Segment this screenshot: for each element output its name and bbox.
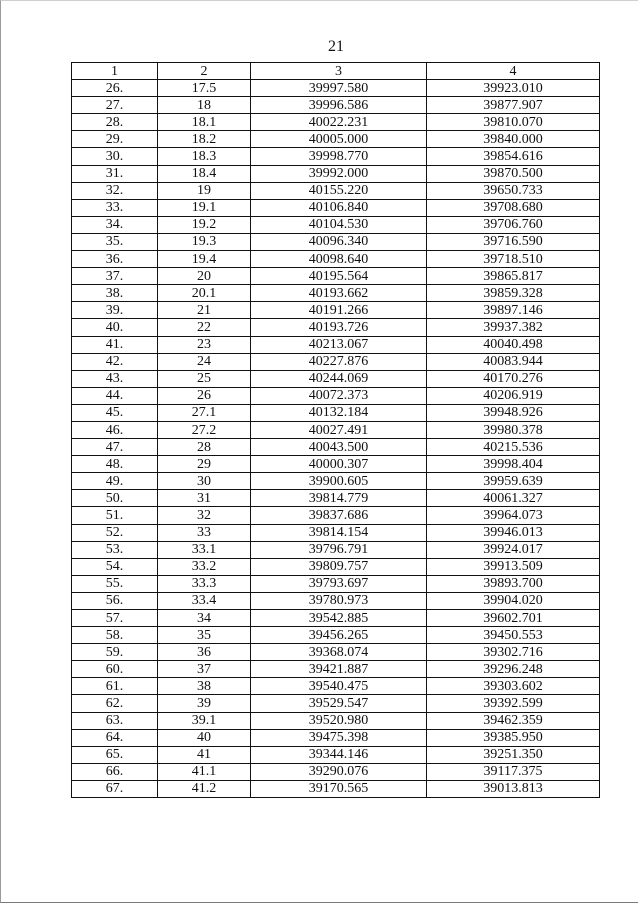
row-number-cell: 61.	[72, 678, 158, 695]
table-row	[72, 627, 600, 644]
row-number-cell: 53.	[72, 541, 158, 558]
point-id-cell: 37	[158, 661, 251, 678]
table-row	[72, 302, 600, 319]
x-coordinate-cell: 39520.980	[251, 712, 427, 729]
row-number-cell: 62.	[72, 695, 158, 712]
table-row	[72, 251, 600, 268]
y-coordinate-cell: 40206.919	[427, 387, 600, 404]
y-coordinate-cell: 40061.327	[427, 490, 600, 507]
row-number-cell: 40.	[72, 319, 158, 336]
y-coordinate-cell: 39924.017	[427, 541, 600, 558]
point-id-cell: 18	[158, 97, 251, 114]
point-id-cell: 33.3	[158, 575, 251, 592]
table-row	[72, 336, 600, 353]
x-coordinate-cell: 40022.231	[251, 114, 427, 131]
row-number-cell: 37.	[72, 268, 158, 285]
y-coordinate-cell: 39980.378	[427, 421, 600, 438]
column-header: 3	[251, 63, 427, 80]
point-id-cell: 27.2	[158, 421, 251, 438]
row-number-cell: 26.	[72, 80, 158, 97]
point-id-cell: 19.4	[158, 251, 251, 268]
y-coordinate-cell: 39716.590	[427, 233, 600, 250]
x-coordinate-cell: 40043.500	[251, 439, 427, 456]
y-coordinate-cell: 39251.350	[427, 746, 600, 763]
table-row	[72, 114, 600, 131]
row-number-cell: 30.	[72, 148, 158, 165]
table-row	[72, 131, 600, 148]
y-coordinate-cell: 39385.950	[427, 729, 600, 746]
x-coordinate-cell: 39529.547	[251, 695, 427, 712]
y-coordinate-cell: 39708.680	[427, 199, 600, 216]
table-row	[72, 404, 600, 421]
x-coordinate-cell: 40191.266	[251, 302, 427, 319]
column-header: 1	[72, 63, 158, 80]
y-coordinate-cell: 39296.248	[427, 661, 600, 678]
y-coordinate-cell: 39650.733	[427, 182, 600, 199]
point-id-cell: 25	[158, 370, 251, 387]
x-coordinate-cell: 40098.640	[251, 251, 427, 268]
row-number-cell: 31.	[72, 165, 158, 182]
row-number-cell: 46.	[72, 421, 158, 438]
table-row	[72, 439, 600, 456]
x-coordinate-cell: 39780.973	[251, 592, 427, 609]
y-coordinate-cell: 39013.813	[427, 780, 600, 797]
x-coordinate-cell: 39996.586	[251, 97, 427, 114]
point-id-cell: 41.2	[158, 780, 251, 797]
y-coordinate-cell: 39810.070	[427, 114, 600, 131]
y-coordinate-cell: 39946.013	[427, 524, 600, 541]
y-coordinate-cell: 39893.700	[427, 575, 600, 592]
row-number-cell: 60.	[72, 661, 158, 678]
point-id-cell: 39.1	[158, 712, 251, 729]
row-number-cell: 33.	[72, 199, 158, 216]
point-id-cell: 41	[158, 746, 251, 763]
y-coordinate-cell: 39450.553	[427, 627, 600, 644]
x-coordinate-cell: 39540.475	[251, 678, 427, 695]
table-row	[72, 387, 600, 404]
y-coordinate-cell: 39870.500	[427, 165, 600, 182]
row-number-cell: 63.	[72, 712, 158, 729]
row-number-cell: 27.	[72, 97, 158, 114]
table-row	[72, 268, 600, 285]
table-row	[72, 575, 600, 592]
table-row	[72, 541, 600, 558]
x-coordinate-cell: 39809.757	[251, 558, 427, 575]
y-coordinate-cell: 39913.509	[427, 558, 600, 575]
point-id-cell: 20	[158, 268, 251, 285]
table-row	[72, 370, 600, 387]
point-id-cell: 18.1	[158, 114, 251, 131]
row-number-cell: 59.	[72, 644, 158, 661]
point-id-cell: 33	[158, 524, 251, 541]
x-coordinate-cell: 39992.000	[251, 165, 427, 182]
point-id-cell: 21	[158, 302, 251, 319]
y-coordinate-cell: 40040.498	[427, 336, 600, 353]
y-coordinate-cell: 39904.020	[427, 592, 600, 609]
x-coordinate-cell: 39998.770	[251, 148, 427, 165]
y-coordinate-cell: 39964.073	[427, 507, 600, 524]
row-number-cell: 55.	[72, 575, 158, 592]
point-id-cell: 26	[158, 387, 251, 404]
y-coordinate-cell: 39302.716	[427, 644, 600, 661]
row-number-cell: 42.	[72, 353, 158, 370]
row-number-cell: 28.	[72, 114, 158, 131]
point-id-cell: 24	[158, 353, 251, 370]
table-row	[72, 216, 600, 233]
table-row	[72, 695, 600, 712]
table-row	[72, 712, 600, 729]
row-number-cell: 32.	[72, 182, 158, 199]
point-id-cell: 19.2	[158, 216, 251, 233]
point-id-cell: 18.2	[158, 131, 251, 148]
row-number-cell: 52.	[72, 524, 158, 541]
x-coordinate-cell: 39837.686	[251, 507, 427, 524]
point-id-cell: 29	[158, 456, 251, 473]
table-row	[72, 678, 600, 695]
x-coordinate-cell: 39475.398	[251, 729, 427, 746]
point-id-cell: 28	[158, 439, 251, 456]
row-number-cell: 48.	[72, 456, 158, 473]
x-coordinate-cell: 40005.000	[251, 131, 427, 148]
table-row	[72, 507, 600, 524]
x-coordinate-cell: 39456.265	[251, 627, 427, 644]
point-id-cell: 27.1	[158, 404, 251, 421]
row-number-cell: 67.	[72, 780, 158, 797]
point-id-cell: 36	[158, 644, 251, 661]
y-coordinate-cell: 39117.375	[427, 763, 600, 780]
point-id-cell: 34	[158, 610, 251, 627]
y-coordinate-cell: 39602.701	[427, 610, 600, 627]
row-number-cell: 45.	[72, 404, 158, 421]
table-row	[72, 473, 600, 490]
row-number-cell: 35.	[72, 233, 158, 250]
point-id-cell: 17.5	[158, 80, 251, 97]
y-coordinate-cell: 39392.599	[427, 695, 600, 712]
table-row	[72, 524, 600, 541]
table-row	[72, 490, 600, 507]
point-id-cell: 38	[158, 678, 251, 695]
table-row	[72, 421, 600, 438]
x-coordinate-cell: 39542.885	[251, 610, 427, 627]
table-row	[72, 729, 600, 746]
coordinates-table	[71, 62, 600, 798]
y-coordinate-cell: 39718.510	[427, 251, 600, 268]
row-number-cell: 50.	[72, 490, 158, 507]
x-coordinate-cell: 39997.580	[251, 80, 427, 97]
table-row	[72, 353, 600, 370]
row-number-cell: 64.	[72, 729, 158, 746]
x-coordinate-cell: 40244.069	[251, 370, 427, 387]
x-coordinate-cell: 39793.697	[251, 575, 427, 592]
point-id-cell: 18.4	[158, 165, 251, 182]
point-id-cell: 39	[158, 695, 251, 712]
y-coordinate-cell: 39948.926	[427, 404, 600, 421]
y-coordinate-cell: 39859.328	[427, 285, 600, 302]
x-coordinate-cell: 39344.146	[251, 746, 427, 763]
x-coordinate-cell: 40104.530	[251, 216, 427, 233]
y-coordinate-cell: 40083.944	[427, 353, 600, 370]
table-row	[72, 97, 600, 114]
y-coordinate-cell: 39854.616	[427, 148, 600, 165]
x-coordinate-cell: 39814.779	[251, 490, 427, 507]
page-number: 21	[328, 38, 344, 55]
point-id-cell: 33.1	[158, 541, 251, 558]
point-id-cell: 31	[158, 490, 251, 507]
x-coordinate-cell: 40000.307	[251, 456, 427, 473]
row-number-cell: 43.	[72, 370, 158, 387]
table-row	[72, 148, 600, 165]
table-header-row	[72, 63, 600, 80]
x-coordinate-cell: 39796.791	[251, 541, 427, 558]
table-body	[72, 80, 600, 798]
row-number-cell: 56.	[72, 592, 158, 609]
x-coordinate-cell: 39814.154	[251, 524, 427, 541]
x-coordinate-cell: 40132.184	[251, 404, 427, 421]
point-id-cell: 22	[158, 319, 251, 336]
point-id-cell: 23	[158, 336, 251, 353]
table-row	[72, 558, 600, 575]
y-coordinate-cell: 39923.010	[427, 80, 600, 97]
row-number-cell: 38.	[72, 285, 158, 302]
point-id-cell: 19.3	[158, 233, 251, 250]
row-number-cell: 54.	[72, 558, 158, 575]
point-id-cell: 41.1	[158, 763, 251, 780]
x-coordinate-cell: 40106.840	[251, 199, 427, 216]
x-coordinate-cell: 40027.491	[251, 421, 427, 438]
x-coordinate-cell: 39900.605	[251, 473, 427, 490]
point-id-cell: 33.4	[158, 592, 251, 609]
table-row	[72, 661, 600, 678]
y-coordinate-cell: 39937.382	[427, 319, 600, 336]
point-id-cell: 19.1	[158, 199, 251, 216]
row-number-cell: 29.	[72, 131, 158, 148]
table-row	[72, 456, 600, 473]
table-row	[72, 746, 600, 763]
point-id-cell: 40	[158, 729, 251, 746]
row-number-cell: 65.	[72, 746, 158, 763]
table-row	[72, 319, 600, 336]
point-id-cell: 33.2	[158, 558, 251, 575]
table-row	[72, 182, 600, 199]
row-number-cell: 36.	[72, 251, 158, 268]
y-coordinate-cell: 39897.146	[427, 302, 600, 319]
table-row	[72, 199, 600, 216]
row-number-cell: 34.	[72, 216, 158, 233]
x-coordinate-cell: 40195.564	[251, 268, 427, 285]
x-coordinate-cell: 40193.726	[251, 319, 427, 336]
row-number-cell: 39.	[72, 302, 158, 319]
x-coordinate-cell: 39368.074	[251, 644, 427, 661]
table-row	[72, 233, 600, 250]
y-coordinate-cell: 39840.000	[427, 131, 600, 148]
x-coordinate-cell: 40155.220	[251, 182, 427, 199]
point-id-cell: 35	[158, 627, 251, 644]
row-number-cell: 44.	[72, 387, 158, 404]
row-number-cell: 66.	[72, 763, 158, 780]
y-coordinate-cell: 40170.276	[427, 370, 600, 387]
y-coordinate-cell: 39706.760	[427, 216, 600, 233]
x-coordinate-cell: 40096.340	[251, 233, 427, 250]
y-coordinate-cell: 39877.907	[427, 97, 600, 114]
table-row	[72, 763, 600, 780]
point-id-cell: 32	[158, 507, 251, 524]
table-row	[72, 165, 600, 182]
x-coordinate-cell: 40227.876	[251, 353, 427, 370]
column-header: 2	[158, 63, 251, 80]
x-coordinate-cell: 40193.662	[251, 285, 427, 302]
column-header: 4	[427, 63, 600, 80]
table-row	[72, 80, 600, 97]
x-coordinate-cell: 39290.076	[251, 763, 427, 780]
point-id-cell: 20.1	[158, 285, 251, 302]
point-id-cell: 18.3	[158, 148, 251, 165]
y-coordinate-cell: 39865.817	[427, 268, 600, 285]
row-number-cell: 58.	[72, 627, 158, 644]
y-coordinate-cell: 39303.602	[427, 678, 600, 695]
table-row	[72, 780, 600, 797]
point-id-cell: 19	[158, 182, 251, 199]
row-number-cell: 51.	[72, 507, 158, 524]
x-coordinate-cell: 40213.067	[251, 336, 427, 353]
table-row	[72, 610, 600, 627]
table-row	[72, 285, 600, 302]
table-row	[72, 644, 600, 661]
y-coordinate-cell: 39959.639	[427, 473, 600, 490]
row-number-cell: 49.	[72, 473, 158, 490]
x-coordinate-cell: 39170.565	[251, 780, 427, 797]
row-number-cell: 47.	[72, 439, 158, 456]
point-id-cell: 30	[158, 473, 251, 490]
x-coordinate-cell: 40072.373	[251, 387, 427, 404]
row-number-cell: 57.	[72, 610, 158, 627]
row-number-cell: 41.	[72, 336, 158, 353]
x-coordinate-cell: 39421.887	[251, 661, 427, 678]
y-coordinate-cell: 39462.359	[427, 712, 600, 729]
y-coordinate-cell: 39998.404	[427, 456, 600, 473]
table-row	[72, 592, 600, 609]
y-coordinate-cell: 40215.536	[427, 439, 600, 456]
